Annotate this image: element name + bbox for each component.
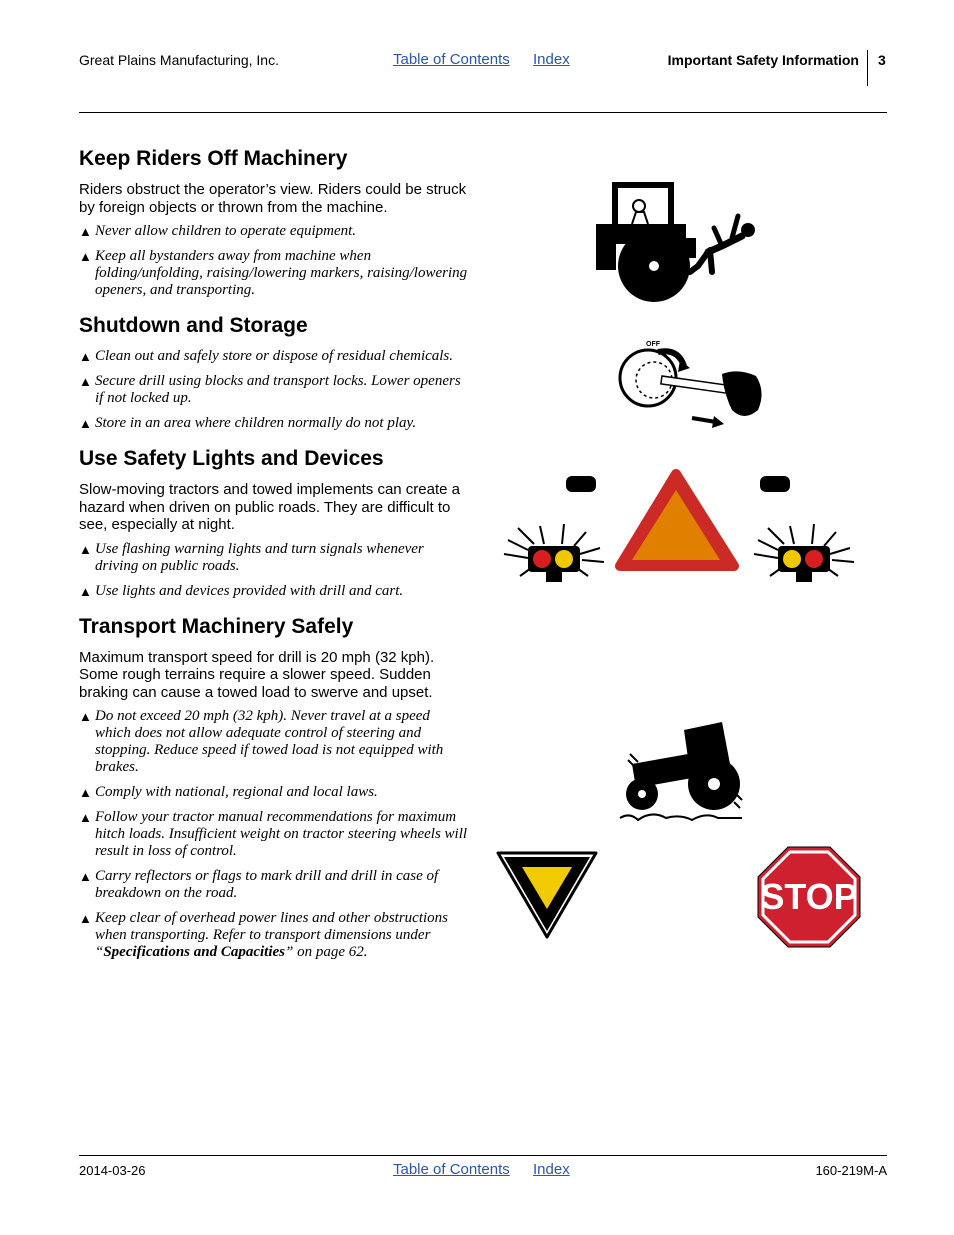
smv-triangle-icon (620, 474, 734, 566)
footer-toc-link[interactable]: Table of Contents (393, 1161, 510, 1178)
bullet-item (79, 868, 469, 902)
bullet-item (79, 583, 469, 600)
rough-ground-icon (620, 814, 742, 820)
lamp-icon (760, 476, 790, 492)
bullet-text: Carry reflectors or flags to mark drill and drill in case of breakdown on the road. (95, 868, 439, 901)
tractor-rider-illustration (592, 180, 762, 305)
section-shutdown (79, 313, 469, 432)
safety-lights-illustration (500, 468, 860, 588)
bullet-text-end: ” on page 62. (285, 944, 368, 960)
bullet-text: Use flashing warning lights and turn signals whenever driving on public roads. (95, 540, 424, 574)
bullet-text: Do not exceed 20 mph (32 kph). Never travel at a speed which does not allow adequate control of steering and stopping. Reduce speed if towed load is not equipped with brakes. (95, 708, 444, 775)
triangle-bullet-icon: ▲ (79, 911, 92, 926)
section-body: Slow-moving tractors and towed implements can create a hazard when driven on public roads. They are difficult to see, especially at night. (79, 481, 461, 533)
bullet-text: Follow your tractor manual recommendations for maximum hitch loads. Insufficient weight on tractor steering wheels will result in loss of control. (95, 809, 468, 859)
index-link[interactable]: Index (533, 51, 570, 68)
bullet-item (79, 708, 469, 776)
bullet-item (79, 784, 469, 801)
bullet-item (79, 248, 469, 299)
off-label: OFF (646, 341, 660, 348)
key-off-illustration (618, 338, 768, 430)
spec-reference: Specifications and Capacities (103, 944, 286, 960)
warning-light-left-icon (504, 524, 604, 582)
bullet-text: Clean out and safely store or dispose of residual chemicals. (95, 348, 454, 364)
bullet-text: Comply with national, regional and local laws. (95, 784, 378, 800)
bullet-text: Keep clear of overhead power lines and other obstructions when transporting. Refer to transport dimensions under “ (95, 910, 449, 960)
header-divider (867, 50, 868, 86)
triangle-bullet-icon: ▲ (79, 249, 92, 264)
section-title: Important Safety Information (667, 52, 859, 68)
warning-light-right-icon (754, 524, 854, 582)
section-body: Riders obstruct the operator’s view. Riders could be struck by foreign objects or thrown from the machine. (79, 181, 467, 216)
footer-index-link[interactable]: Index (533, 1161, 570, 1178)
footer-date: 2014-03-26 (79, 1163, 146, 1178)
section-riders (79, 146, 469, 299)
triangle-bullet-icon: ▲ (79, 349, 92, 364)
company-name: Great Plains Manufacturing, Inc. (79, 52, 279, 68)
main-content (79, 146, 469, 971)
section-heading: Transport Machinery Safely (79, 614, 354, 638)
triangle-bullet-icon: ▲ (79, 583, 92, 599)
triangle-bullet-icon: ▲ (79, 416, 92, 431)
bullet-item (79, 373, 469, 407)
bullet-item (79, 541, 469, 575)
page-number: 3 (878, 52, 886, 68)
bullet-item (79, 910, 469, 961)
bullet-text: Store in an area where children normally do not play. (95, 415, 417, 431)
bullet-item (79, 223, 469, 240)
bullet-text: Never allow children to operate equipment. (95, 223, 357, 239)
header-rule (79, 112, 887, 113)
bullet-item (79, 348, 469, 365)
section-heading: Keep Riders Off Machinery (79, 147, 348, 170)
triangle-bullet-icon: ▲ (79, 224, 92, 239)
toc-link[interactable]: Table of Contents (393, 51, 510, 68)
bullet-text: Secure drill using blocks and transport locks. Lower openers if not locked up. (95, 373, 461, 406)
document-number: 160-219M-A (815, 1163, 887, 1178)
tractor-rough-terrain-illustration (618, 718, 748, 828)
section-heading: Shutdown and Storage (79, 314, 308, 337)
bullet-text: Use lights and devices provided with drill and cart. (95, 582, 404, 599)
bullet-item (79, 809, 469, 860)
triangle-bullet-icon: ▲ (79, 869, 92, 884)
stop-sign-icon (756, 845, 862, 949)
section-body: Maximum transport speed for drill is 20 mph (32 kph). Some rough terrains require a slower speed. Sudden braking can cause a towed load to swerve and upset. (79, 648, 435, 701)
lamp-icon (566, 476, 596, 492)
triangle-bullet-icon: ▲ (79, 709, 92, 724)
yield-sign-icon (494, 849, 600, 941)
triangle-bullet-icon: ▲ (79, 541, 92, 557)
triangle-bullet-icon: ▲ (79, 374, 92, 389)
bullet-text: Keep all bystanders away from machine when folding/unfolding, raising/lowering markers, raising/lowering openers, and transporting. (95, 248, 468, 298)
section-heading: Use Safety Lights and Devices (79, 447, 384, 470)
section-transport (79, 614, 469, 962)
triangle-bullet-icon: ▲ (79, 785, 92, 800)
tractor-icon (626, 722, 740, 810)
bullet-item (79, 415, 469, 432)
section-safety-lights (79, 446, 469, 600)
stop-label: STOP (760, 876, 858, 917)
falling-rider-icon (690, 216, 755, 272)
footer-rule (79, 1155, 887, 1156)
tractor-icon (596, 182, 696, 302)
triangle-bullet-icon: ▲ (79, 810, 92, 825)
